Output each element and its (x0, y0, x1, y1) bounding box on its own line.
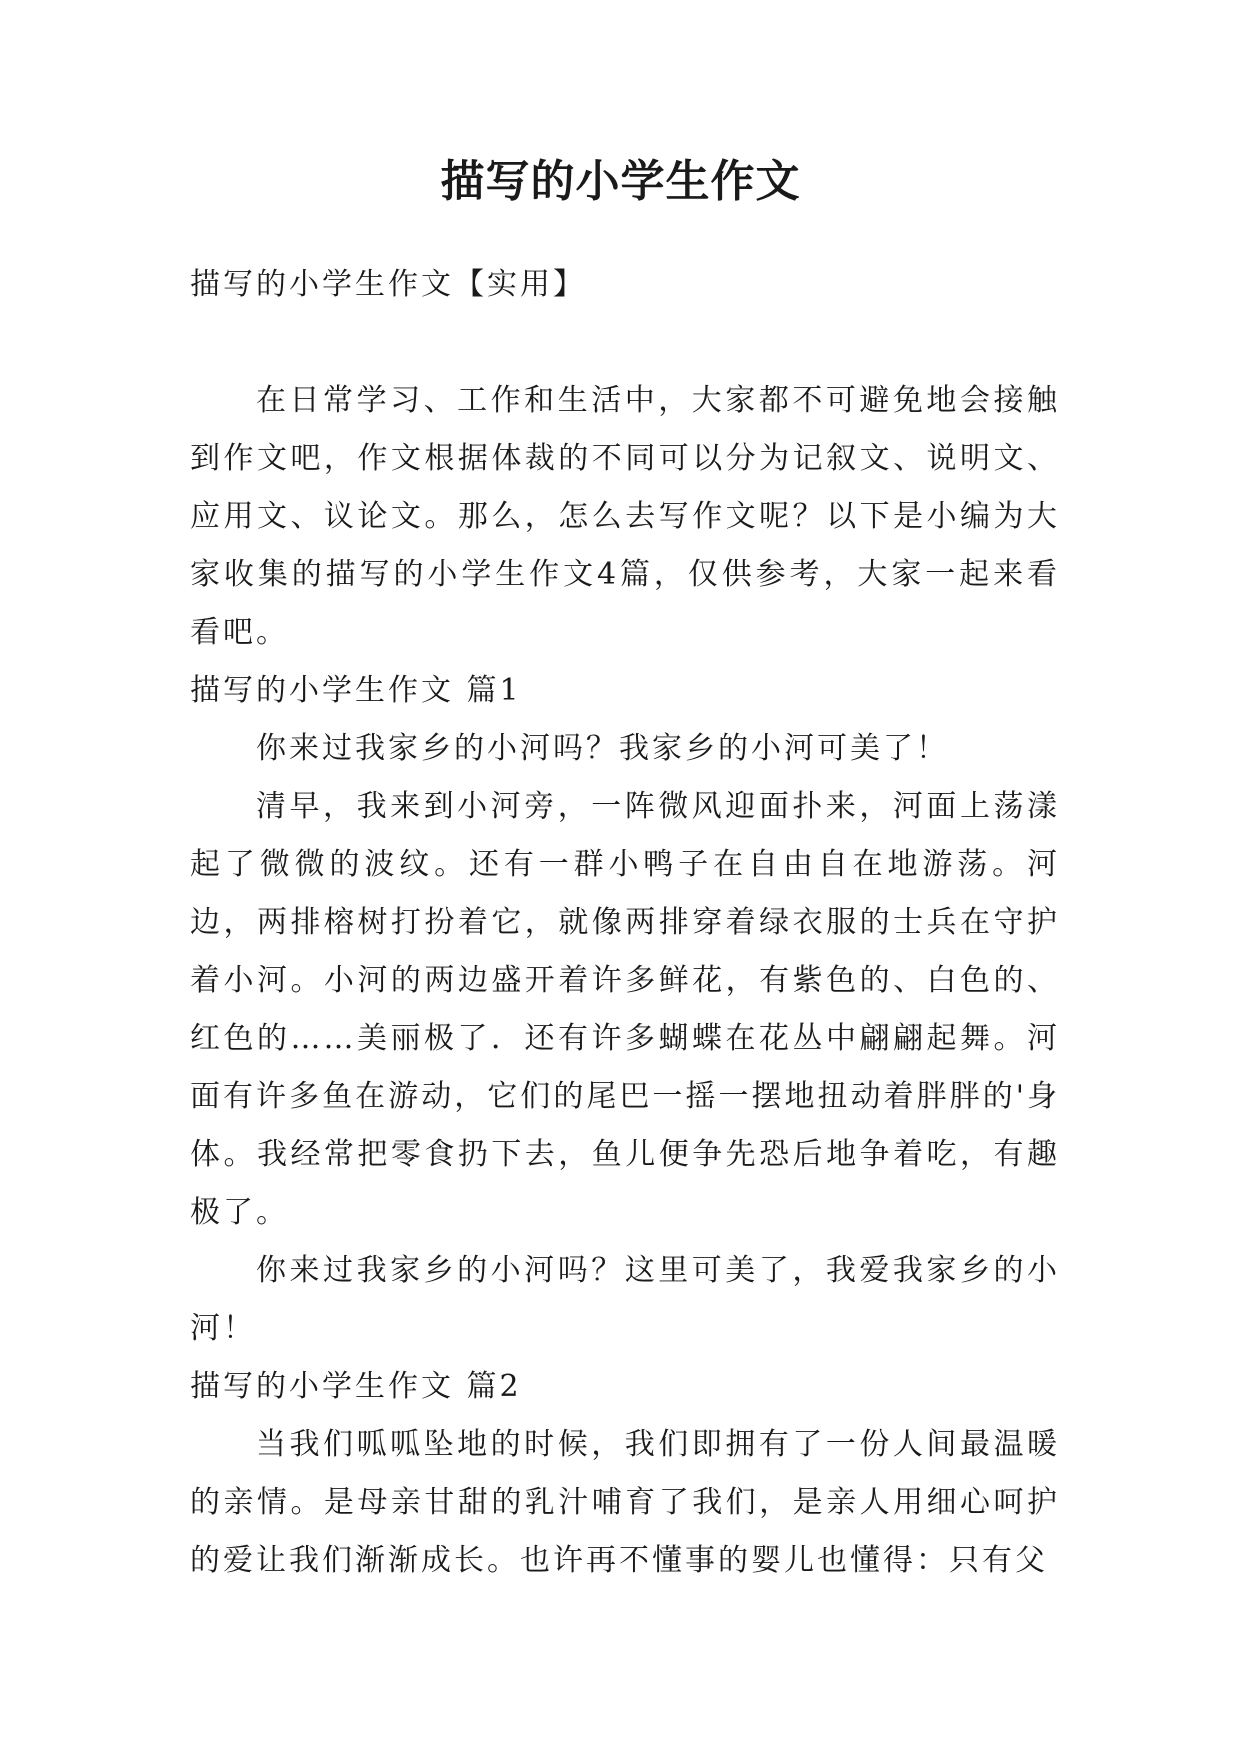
page-title: 描写的小学生作文 (440, 156, 801, 207)
document-body (190, 256, 1060, 1590)
section-1-paragraph-3: 你来过我家乡的小河吗？这里可美了，我爱我家乡的小河！ (190, 1253, 1060, 1346)
section-heading-1: 描写的小学生作文 篇1 (190, 673, 522, 708)
section-2-paragraph-1: 当我们呱呱坠地的时候，我们即拥有了一份人间最温暖的亲情。是母亲甘甜的乳汁哺育了我们，是亲人用细心呵护的爱让我们渐渐成长。也许再不懂事的婴儿也懂得：只有父 (190, 1427, 1060, 1578)
section-heading-2: 描写的小学生作文 篇2 (190, 1369, 522, 1404)
intro-paragraph: 在日常学习、工作和生活中，大家都不可避免地会接触到作文吧，作文根据体裁的不同可以分为记叙文、说明文、应用文、议论文。那么，怎么去写作文呢？以下是小编为大家收集的描写的小学生作文4篇，仅供参考，大家一起来看看吧。 (190, 383, 1060, 650)
section-1-paragraph-1: 你来过我家乡的小河吗？我家乡的小河可美了！ (256, 731, 949, 766)
document-subtitle: 描写的小学生作文【实用】 (190, 267, 586, 302)
section-1-paragraph-2: 清早，我来到小河旁，一阵微风迎面扑来，河面上荡漾起了微微的波纹。还有一群小鸭子在自由自在地游荡。河边，两排榕树打扮着它，就像两排穿着绿衣服的士兵在守护着小河。小河的两边盛开着许多鲜花，有紫色的、白色的、红色的……美丽极了．还有许多蝴蝶在花丛中翩翩起舞。河面有许多鱼在游动，它们的尾巴一摇一摆地扭动着胖胖的'身体。我经常把零食扔下去，鱼儿便争先恐后地争着吃，有趣极了。 (190, 789, 1060, 1230)
